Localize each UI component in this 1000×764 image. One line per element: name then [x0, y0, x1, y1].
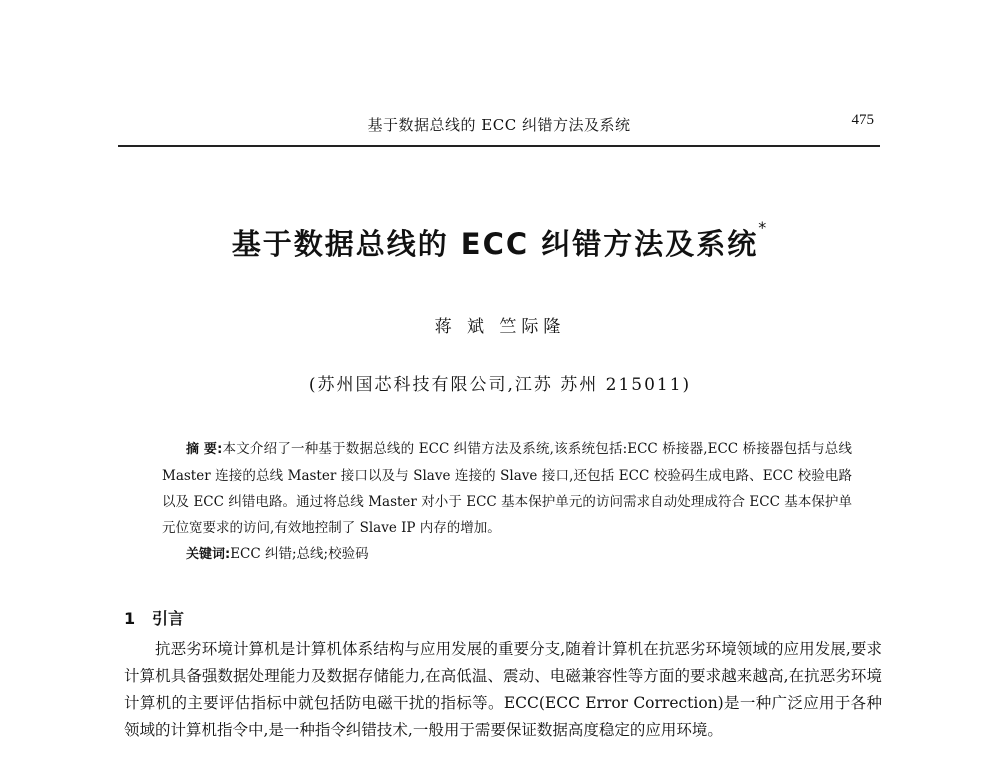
section-title: 引言 [152, 609, 185, 628]
section-number: 1 [124, 609, 136, 628]
keywords-text: ECC 纠错;总线;校验码 [230, 546, 369, 562]
keywords [186, 541, 846, 568]
abstract-label: 摘 要: [186, 442, 223, 457]
title-footnote-mark: * [758, 218, 769, 237]
abstract [162, 436, 852, 541]
header-rule [118, 145, 880, 147]
title-text: 基于数据总线的 ECC 纠错方法及系统 [231, 227, 759, 261]
running-title: 基于数据总线的 ECC 纠错方法及系统 [367, 116, 631, 134]
affiliation: (苏州国芯科技有限公司,江苏 苏州 215011) [308, 375, 692, 395]
abstract-text: 本文介绍了一种基于数据总线的 ECC 纠错方法及系统,该系统包括:ECC 桥接器,ECC 桥接器包括与总线 Master 连接的总线 Master 接口以及与 Slave 连接的 Slave 接口,还包括 ECC 校验码生成电路、ECC 校验电路以及 ECC 纠错电路。通过将总线 Master 对小于 ECC 基本保护单元的访问需求自动处理成符合 ECC 基本保护单元位宽要求的访问,有效地控制了 Slave IP 内存的增加。 [162, 441, 852, 536]
body-paragraph: 抗恶劣环境计算机是计算机体系结构与应用发展的重要分支,随着计算机在抗恶劣环境领域的应用发展,要求计算机具备强数据处理能力及数据存储能力,在高低温、震动、电磁兼容性等方面的要求越来越高,在抗恶劣环境计算机的主要评估指标中就包括防电磁干扰的指标等。ECC(ECC Error Correction)是一种广泛应用于各种领域的计算机指令中,是一种指令纠错技术,一般用于需要保证数据高度稳定的应用环境。 [124, 640, 882, 739]
keywords-label: 关键词: [186, 547, 231, 562]
page-number: 475 [851, 112, 874, 128]
running-header [118, 112, 880, 142]
authors: 蒋 斌 竺际隆 [434, 317, 566, 337]
section-heading [124, 606, 184, 629]
article-title [0, 218, 1000, 263]
